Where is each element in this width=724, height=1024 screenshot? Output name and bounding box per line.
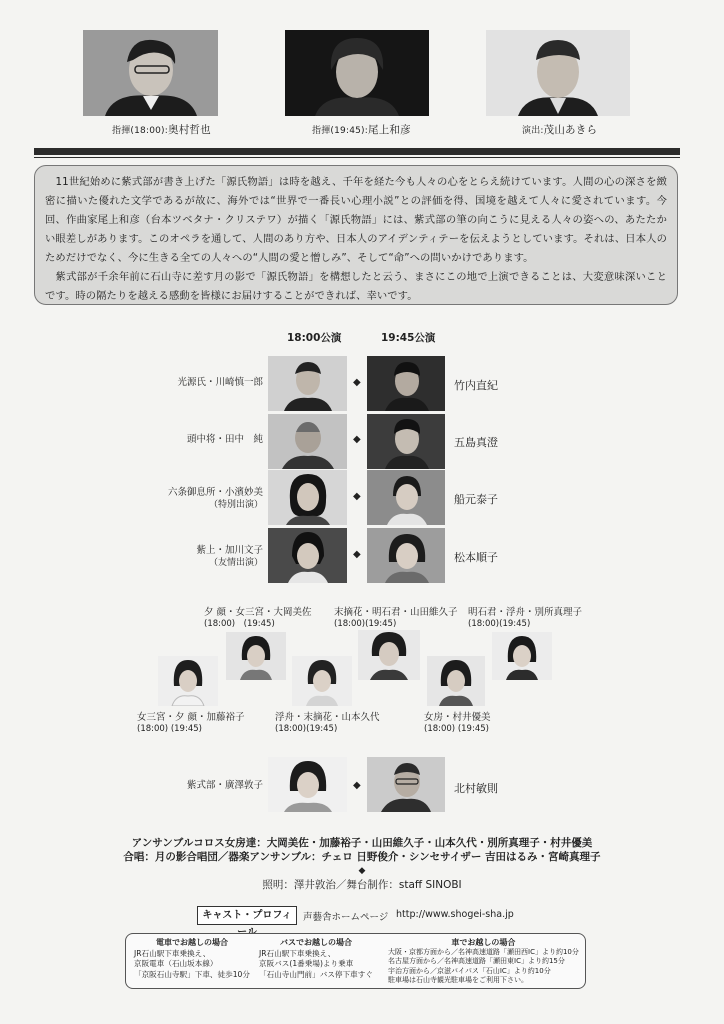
director-caption: 演出:茂山あきら — [522, 124, 598, 136]
intro-box — [34, 165, 678, 305]
credits-instrumental: 合唱：月の影合唱団／器楽アンサンブル：チェロ 日野俊介・シンセサイザー 吉田はるみ・宮崎真理子 — [123, 851, 601, 863]
header-1800: 18:00公演 — [287, 332, 342, 344]
conductor-photo-okumura — [83, 30, 218, 116]
photo-funamoto — [367, 470, 445, 525]
photo-yamada — [358, 630, 420, 680]
conductor-caption-1: 指揮(18:00):奥村哲也 — [112, 124, 211, 136]
credits-diamond: ◆ — [358, 866, 366, 876]
cast-b-rokujo: 船元泰子 — [454, 493, 498, 506]
diamond-3: ◆ — [353, 491, 361, 502]
homepage-link[interactable]: http://www.shogei-sha.jp — [396, 909, 514, 920]
ensemble-tag-murai: 女房・村井優美 (18:00) (19:45) — [424, 712, 491, 734]
access-bus: バスでお越しの場合 JR石山駅下車乗換え、 京阪バス(1番乗場)より乗車 「石山寺山門前」バス停下車すぐ — [259, 938, 373, 979]
photo-kawasaki — [268, 356, 347, 411]
ensemble-tag-bessho: 明石君・浮舟・別所真理子 (18:00)(19:45) — [468, 607, 583, 629]
access-box — [125, 933, 586, 989]
cast-a-rokujo: 六条御息所・小濱妙美 （特別出演） — [167, 487, 263, 510]
divider-line — [34, 157, 680, 158]
conductor-caption-2: 指揮(19:45):尾上和彦 — [312, 124, 411, 136]
cast-a-genji: 光源氏・川崎慎一郎 — [177, 377, 263, 388]
cast-b-murasakishikibu: 北村敏則 — [454, 782, 498, 795]
cast-b-genji: 竹内直紀 — [454, 379, 498, 392]
photo-bessho — [492, 632, 552, 680]
homepage-label: 声藝舎ホームページ — [303, 912, 389, 923]
diamond-5: ◆ — [353, 780, 361, 791]
diamond-1: ◆ — [353, 377, 361, 388]
diamond-2: ◆ — [353, 434, 361, 445]
divider-bar — [34, 148, 680, 155]
credits-chorus: アンサンブルコロス女房達：大岡美佐・加藤裕子・山田維久子・山本久代・別所真理子・村井優美 — [131, 837, 593, 849]
photo-tanaka — [268, 414, 347, 469]
access-car: 車でお越しの場合 大阪・京都方面から／名神高速道路「瀬田西IC」より約10分 名古屋方面から／名神高速道路「瀬田東IC」より約15分 宇治方面から／京滋バイパス「石山IC」より約10分 駐車場は石山寺観光駐車場をご利用下さい。 — [388, 938, 579, 985]
photo-ohoka — [226, 632, 286, 680]
cast-profile-button[interactable]: キャスト・プロフィ — [197, 906, 297, 925]
ensemble-tag-yamamoto: 浮舟・末摘花・山本久代 (18:00)(19:45) — [275, 712, 380, 734]
access-train: 電車でお越しの場合 JR石山駅下車乗換え、 京阪電車（石山坂本線） 「京阪石山寺駅」下車、徒歩10分 — [134, 938, 250, 979]
director-name: 茂山あきら — [543, 124, 598, 136]
ensemble-tag-ohoka: 夕 顔・女三宮・大岡美佐 (18:00) (19:45) — [204, 607, 312, 629]
cast-a-murasakinoue: 紫上・加川文子 （友情出演） — [196, 545, 263, 568]
conductor-name-1: 奥村哲也 — [168, 124, 211, 136]
photo-kagawa — [268, 528, 347, 583]
photo-kohama — [268, 470, 347, 525]
photo-takeuchi — [367, 356, 445, 411]
cast-a-murasakishikibu: 紫式部・廣澤敦子 — [186, 780, 263, 791]
photo-kitamura — [367, 757, 445, 812]
conductor-photo-onoe — [285, 30, 429, 116]
cast-a-tonochujo: 頭中将・田中 純 — [186, 434, 263, 445]
photo-hirosawa — [268, 757, 347, 812]
header-1945: 19:45公演 — [381, 332, 436, 344]
photo-matsumoto — [367, 528, 445, 583]
cast-b-tonochujo: 五島真澄 — [454, 436, 498, 449]
intro-paragraph-2: 紫式部が千余年前に石山寺に差す月の影で「源氏物語」を構想したと云う、まさにこの地で上演できることは、大変意味深いことです。時の隔たりを越える感動を皆様にお届けすることができれば、幸いです。 — [45, 271, 667, 302]
photo-murai — [427, 656, 485, 706]
credits-lighting: 照明：澤井敦治／舞台制作：staff SINOBI — [262, 879, 462, 891]
director-photo-shigeyama — [486, 30, 630, 116]
cast-b-murasakinoue: 松本順子 — [454, 551, 498, 564]
intro-paragraph-1: 11世紀始めに紫式部が書き上げた「源氏物語」は時を越え、千年を経た今も人々の心をとらえ続けています。人間の心の深さを緻密に描いた優れた文学であるが故に、海外では“世界で一番長い心理小説”との評価を得、国境を越えて人々に愛されています。今回、作曲家尾上和彦（台本ツベタナ・クリステワ）が描く「源氏物語」には、紫式部の筆の向こうに見える人々の姿への、あたたかい眼差しがあります。このオペラを通して、人間のあり方や、日本人のアイデンティテーを伝えようとしています。それは、日本人のためだけでなく、今に生きる全ての人々への“人間の愛と憎しみ”、そして“命”への問いかけであります。 — [45, 176, 667, 264]
photo-yamamoto — [292, 656, 352, 706]
ensemble-tag-kato: 女三宮・夕 顔・加藤裕子 (18:00) (19:45) — [137, 712, 245, 734]
conductor-name-2: 尾上和彦 — [368, 124, 411, 136]
ensemble-tag-yamada: 末摘花・明石君・山田維久子 (18:00)(19:45) — [334, 607, 458, 629]
photo-goshima — [367, 414, 445, 469]
photo-kato — [158, 656, 218, 706]
diamond-4: ◆ — [353, 549, 361, 560]
